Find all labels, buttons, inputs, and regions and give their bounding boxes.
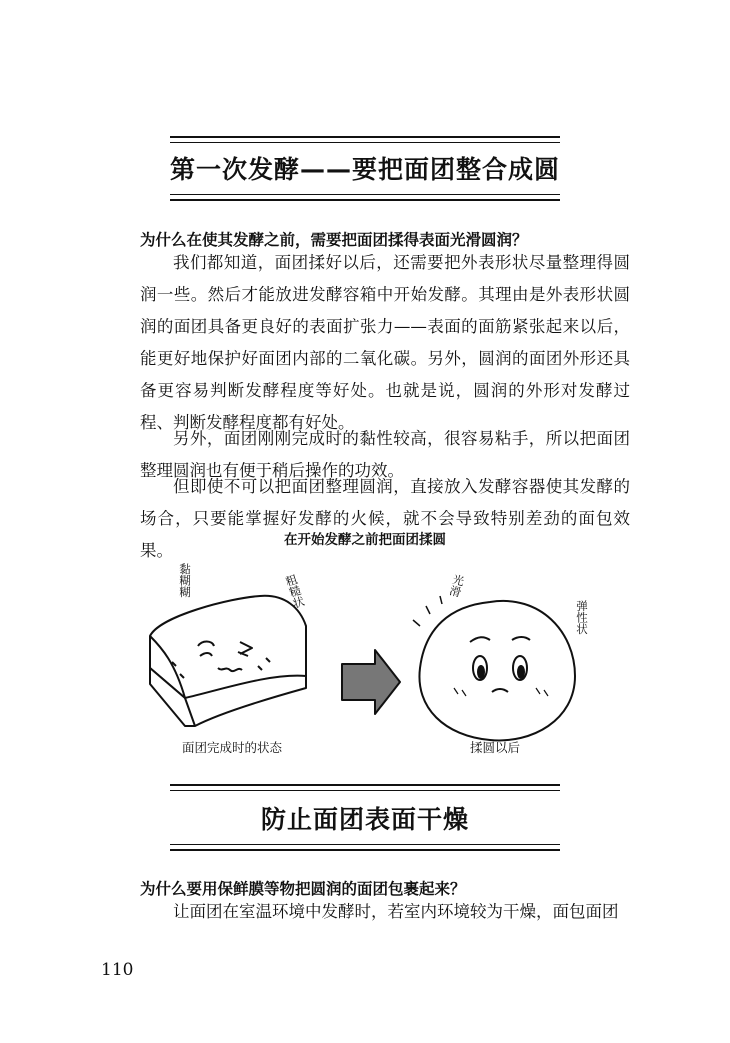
page-number: 110 <box>101 960 134 980</box>
section2-paragraph: 让面团在室温环境中发酵时，若室内环境较为干燥，面包面团 <box>173 902 619 921</box>
section1-rule-bottom-2 <box>170 199 560 201</box>
section1-question: 为什么在使其发酵之前，需要把面团揉得表面光滑圆润？ <box>140 231 528 249</box>
figure-caption: 在开始发酵之前把面团揉圆 <box>284 532 446 548</box>
section2-rule-bottom-2 <box>170 849 560 851</box>
arrow-right-icon <box>342 650 400 714</box>
figure-right-label: 揉圆以后 <box>470 740 521 755</box>
section2-rule-top-2 <box>170 790 560 791</box>
section2-title: 防止面团表面干燥 <box>260 805 469 834</box>
rough-dough-drawing <box>150 596 306 726</box>
annotation-sticky: 黏糊糊 <box>178 563 192 598</box>
section1-title: 第一次发酵——要把面团整合成圆 <box>169 155 560 184</box>
section1-rule-bottom-1 <box>170 194 560 195</box>
annotation-elastic: 弹性状 <box>575 600 589 635</box>
section1-rule-top-1 <box>170 136 560 138</box>
round-dough-drawing <box>413 596 575 740</box>
section1-paragraph-3: 但即使不可以把面团整理圆润，直接放入发酵容器使其发酵的场合，只要能掌握好发酵的火候，就不会导致特别差劲的面包效果。 <box>140 477 630 560</box>
dough-illustration <box>0 548 730 778</box>
figure-left-label: 面团完成时的状态 <box>182 740 283 755</box>
section2-question: 为什么要用保鲜膜等物把圆润的面团包裹起来？ <box>140 880 466 898</box>
section2-rule-top-1 <box>170 784 560 786</box>
section1-paragraph-1: 我们都知道，面团揉好以后，还需要把外表形状尽量整理得圆润一些。然后才能放进发酵容箱中开始发酵。其理由是外表形状圆润的面团具备更良好的表面扩张力——表面的面筋紧张起来以后，能更好地保护好面团内部的二氧化碳。另外，圆润的面团外形还具备更容易判断发酵程度等好处。也就是说，圆润的外形对发酵过程、判断发酵程度都有好处。 <box>140 253 630 432</box>
annotation-smooth: 光滑 <box>447 572 467 599</box>
annotation-rough: 粗糙状 <box>282 572 307 610</box>
section2-rule-bottom-1 <box>170 844 560 845</box>
section1-rule-top-2 <box>170 142 560 143</box>
section1-paragraph-2: 另外，面团刚刚完成时的黏性较高，很容易粘手，所以把面团整理圆润也有便于稍后操作的功效。 <box>140 429 630 480</box>
